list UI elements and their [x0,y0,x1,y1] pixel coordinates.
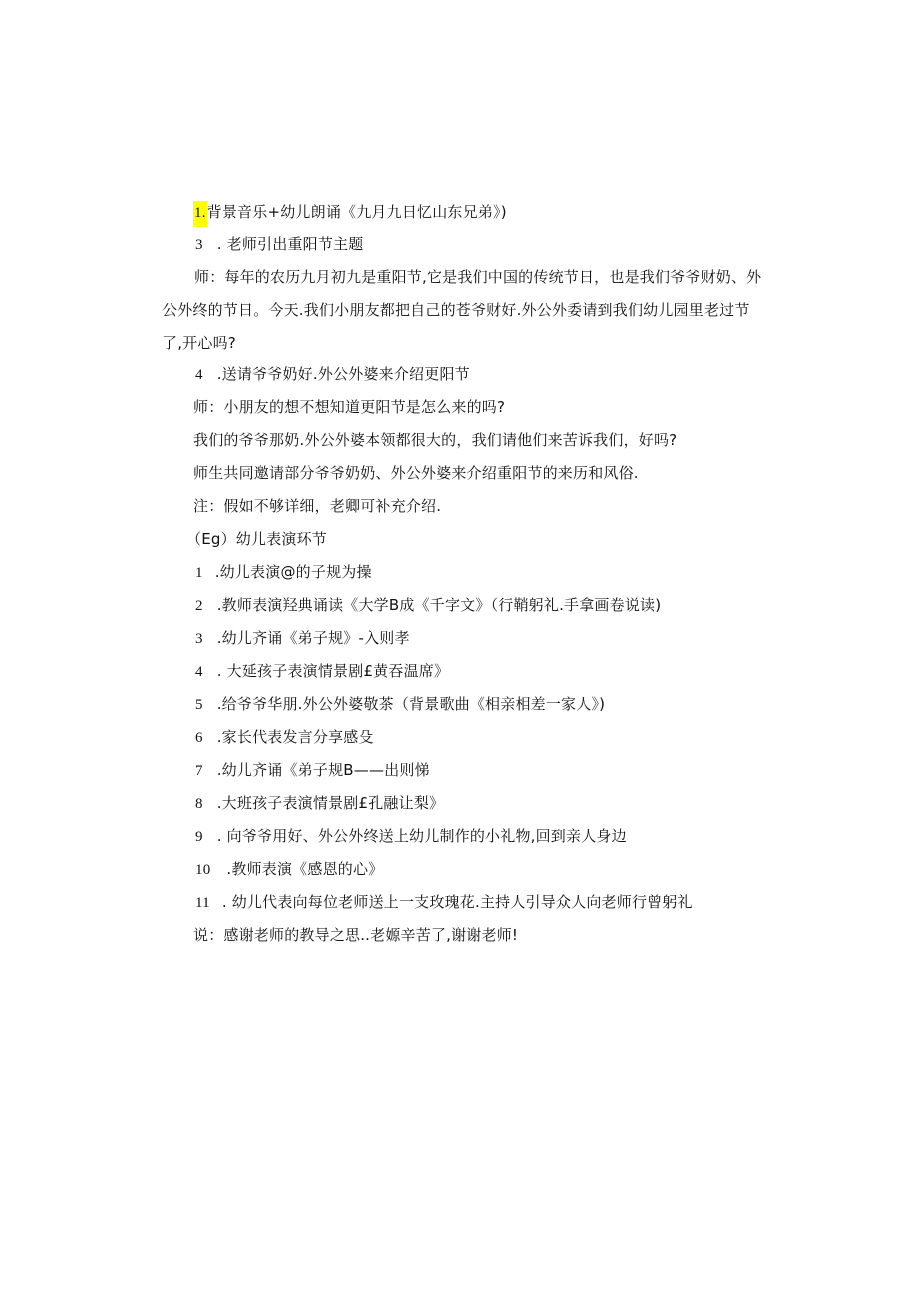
item-number: 4 [195,664,203,680]
item-text: .教师表演《感恩的心》 [226,860,384,878]
grandparents-line: 我们的爷爷那奶.外公外婆本领都很大的，我们请他们来苦诉我们，好吗? [193,431,678,449]
step-text: 背景音乐+幼儿朗诵《九月九日忆山东兄弟》) [206,203,507,221]
item-text: .给爷爷华朋.外公外婆敬茶（背景歌曲《相亲相差一家人》) [216,695,606,713]
invitation-line: 师生共同邀请部分爷爷奶奶、外公外婆来介绍重阳节的来历和风俗. [193,464,639,482]
step-number: 3 [195,237,203,253]
item-number: 8 [195,796,203,812]
item-text: .教师表演羟典诵读《大学B成《千字文》（行鞘躬礼.手拿画卷说读) [216,596,662,614]
list-item [195,793,444,814]
item-number: 9 [195,829,203,845]
step-number: 4 [195,367,203,383]
item-text: .家长代表发言分享感殳 [216,728,374,746]
section-heading: （Eg）幼儿表演环节 [186,530,327,548]
teacher-question: 师：小朋友的想不想知道更阳节是怎么来的吗? [193,398,506,416]
step-text: .送请爷爷奶好.外公外婆来介绍更阳节 [216,365,470,383]
item-text: .大班孩子表演情景剧£孔融让梨》 [216,794,445,812]
list-item [195,694,605,715]
item-text: .幼儿齐诵《弟子规》-入则孝 [216,629,410,647]
item-number: 3 [195,631,203,647]
item-number: 1 [195,565,203,581]
list-item [195,859,383,880]
list-item [195,826,627,847]
step-1-line [193,201,507,227]
item-number: 6 [195,730,203,746]
item-number: 11 [195,895,210,911]
teacher-paragraph: 师：每年的农历九月初九是重阳节,它是我们中国的传统节日，也是我们爷爷财奶、外公外终的节日。今天.我们小朋友都把自己的苍爷财好.外公外委请到我们幼儿园里老过节了,开心吗? [162,268,762,352]
item-number: 7 [195,763,203,779]
list-item [195,892,693,913]
list-item [195,562,372,583]
item-number: 5 [195,697,203,713]
item-text: . 大延孩子表演情景剧£黄吞温席》 [216,662,450,680]
item-text: .幼儿表演@的子规为操 [214,563,372,581]
item-text: . 幼儿代表向每位老师送上一支玫瑰花.主持人引导众人向老师行曾躬礼 [221,893,693,911]
item-text: .幼儿齐诵《弟子规B——出则悌 [216,761,430,779]
closing-line: 说：感谢老师的教导之思..老嫄辛苦了,谢谢老师! [193,926,519,944]
step-3-line [195,234,363,255]
step-text: . 老师引出重阳节主题 [216,235,364,253]
list-item [195,727,374,748]
step-number-highlighted: 1. [193,201,207,227]
note-line: 注：假如不够详细，老卿可补充介绍. [193,497,442,515]
list-item [195,628,410,649]
item-number: 10 [195,862,211,878]
step-4-line [195,364,470,385]
list-item [195,760,430,781]
item-text: . 向爷爷用好、外公外终送上幼儿制作的小礼物,回到亲人身边 [216,827,627,845]
list-item [195,661,449,682]
list-item [195,595,661,616]
item-number: 2 [195,598,203,614]
